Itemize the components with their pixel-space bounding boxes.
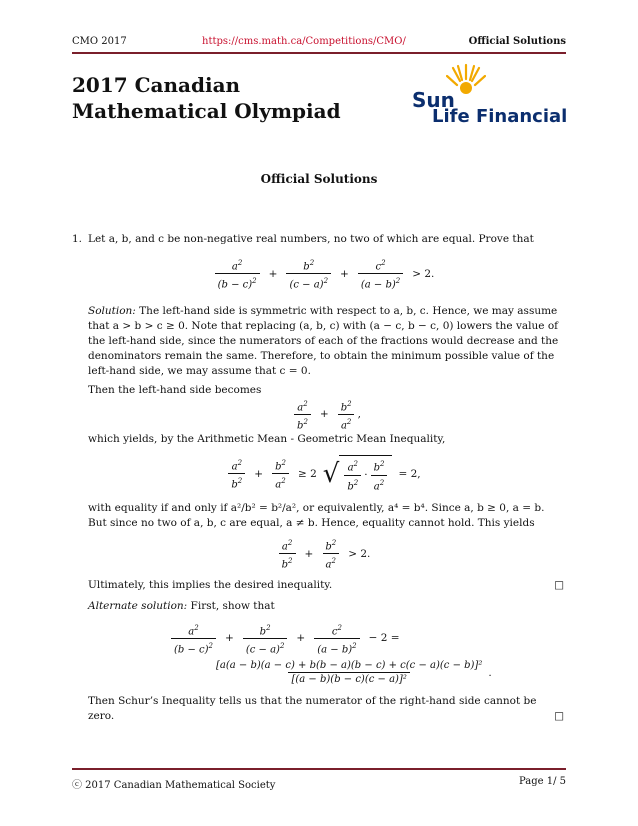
logo-word-sun: Sun [412, 88, 455, 112]
page-number: Page 1/ 5 [518, 776, 566, 787]
header-right: Official Solutions [468, 36, 566, 47]
qed-mark-1: □ [554, 578, 564, 591]
equality-text: with equality if and only if a²/b² = b²/a², or equivalently, a⁴ = b⁴. Since a, b ≥ 0, a = b. But since no two of a, b, c are equal, a ≠ b. Hence, equality cannot hold. This yields [88, 501, 545, 529]
conclusion-paragraph [88, 578, 564, 593]
header-rule [72, 52, 566, 54]
equation-main-inequality: $\frac{a^2}{(b - c)^2}$ + $\frac{b^2}{(c - a)^2}$ + $\frac{c^2}{(a - b)^2}$ > 2. [88, 257, 564, 292]
title-line-1: 2017 Canadian [72, 73, 241, 97]
subtitle: Official Solutions [260, 172, 378, 186]
schur-text: Then Schur’s Inequality tells us that the numerator of the right-hand side cannot be zero. [88, 695, 537, 723]
solution-paragraph [88, 304, 564, 379]
equation-am-gm: $\frac{a^2}{b^2}$ + $\frac{b^2}{a^2}$ ≥ 2 √ $\frac{a^2}{b^2}$ · $\frac{b^2}{a^2}$ = 2, [88, 455, 564, 493]
alt-intro-text: First, show that [187, 599, 275, 612]
equation-lhs-reduced: $\frac{a^2}{b^2}$ + $\frac{b^2}{a^2}$ , [88, 398, 564, 433]
solution-label: Solution: [88, 304, 136, 317]
page-header [72, 36, 566, 52]
footer-copyright: ⓒ 2017 Canadian Mathematical Society [72, 780, 276, 791]
header-left: CMO 2017 [72, 36, 127, 47]
equation-strict: $\frac{a^2}{b^2}$ + $\frac{b^2}{a^2}$ > 2. [88, 537, 564, 572]
solution-text: The left-hand side is symmetric with respect to a, b, c. Hence, we may assume that a > b > c ≥ 0. Note that replacing (a, b, c) with (a − c, b − c, 0) lowers the value of the left-hand side, since the numerators of each of the fractions would decrease and the denominators remain the same. Therefore, to obtain the minimum possible value of the left-hand side, we may assume that c = 0. [88, 304, 559, 377]
schur-paragraph [88, 694, 564, 724]
qed-mark-2: □ [554, 710, 564, 723]
problem-number: 1. [72, 233, 83, 245]
equation-alternate: $\frac{a^2}{(b - c)^2}$ + $\frac{b^2}{(c - a)^2}$ + $\frac{c^2}{(a - b)^2}$ − 2 = $\frac{\text{[a(a − b)(a − c) + b(b − a)(b − c) + c(c − a)(c − b)]²}}{\text{[(a − b)(b − c)(c − a)]²}}$ . [168, 622, 564, 687]
am-gm-text: which yields, by the Arithmetic Mean - Geometric Mean Inequality, [88, 433, 446, 446]
logo-word-life-financial: Life Financial [432, 106, 568, 127]
footer-rule [72, 768, 566, 770]
title-line-2: Mathematical Olympiad [72, 99, 341, 123]
document-title [72, 72, 341, 124]
sun-life-logo [412, 62, 568, 128]
alt-solution-paragraph [88, 599, 564, 614]
then-lhs-text: Then the left-hand side becomes [88, 383, 262, 396]
header-link[interactable]: https://cms.math.ca/Competitions/CMO/ [202, 36, 406, 47]
alt-solution-label: Alternate solution: [88, 599, 188, 612]
alt-denominator: [(a − b)(b − c)(c − a)]² [288, 672, 409, 686]
conclusion-text: Ultimately, this implies the desired inequality. [88, 578, 333, 591]
problem-1 [72, 232, 564, 724]
problem-statement: Let a, b, and c be non-negative real numbers, no two of which are equal. Prove that [88, 233, 534, 245]
alt-numerator: [a(a − b)(a − c) + b(b − a)(b − c) + c(c − a)(c − b)]² [216, 660, 483, 672]
